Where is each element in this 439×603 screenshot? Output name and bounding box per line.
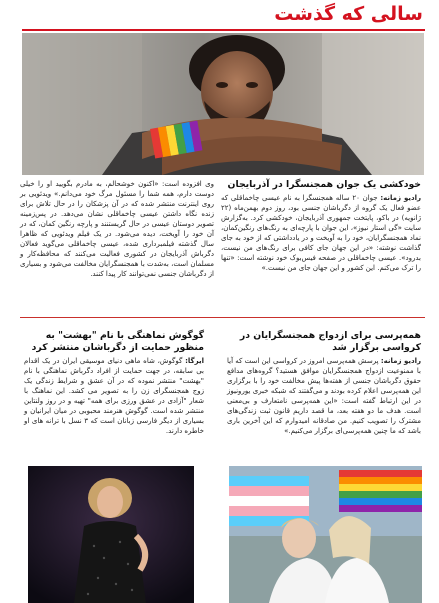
article-azerbaijan-continued	[20, 179, 214, 279]
article-title: گوگوش نماهنگی با نام "بهشت" به منظور حمایت از دگرباشان منتشر کرد	[31, 330, 204, 353]
page-title: سالی که گذشت	[274, 3, 423, 25]
article-body	[227, 356, 421, 436]
photo-singer-black-sequin-dress	[28, 466, 194, 603]
article-googoosh	[24, 330, 204, 436]
article-text: پرسش همه‌پرسی امروز در کرواسی این است که آیا با ممنوعیت ازدواج همجنسگرایان موافق هستید؟ گروه‌های مدافع حقوق دگرباشان جنسی از هفته‌ها پیش مخالفت خود را با برگزاری این همه‌پرسی اعلام کرده بودند و می‌گفتند که شبکه خبری یورونیوز در این ارتباط گفته است: «این همه‌پرسی نامتعارف و بی‌معنی است. هدف ما دو هفته بعد، ما قصد داریم قانون ثبت زندگی‌های مشترک را تصویب کنیم. من صادقانه امیدوارم که این آخرین باری باشد که ما چنین همه‌پرسی‌ای برگزار می‌کنیم.»	[227, 357, 421, 435]
article-body	[24, 356, 204, 436]
article-title: همه‌پرسی برای ازدواج همجنسگرایان در کرواسی برگزار شد	[239, 330, 421, 353]
article-text: وی افزوده است: «اکنون خوشحالم، به مادرم بگویید او را خیلی دوست دارم، همه شما را مسئول مرگ خود می‌دانم.» ویدئویی بر روی اینترنت منتشر شده که در آن پزشکان را در حال تلاش برای زنده نگاه داشتن عیسی چاخماقلی نشان می‌دهد. در پس‌زمینه تصویر دوستان عیسی در حال گریستنند و پارچه رنگین کمان، که در آن خود را آویخت، دیده می‌شود. در یک فیلم ویدئویی که ظاهرا سال گذشته فیلمبرداری شده، عیسی چاخماقلی می‌گوید فعالان دگرباش آذربایجان در کشوری فعالیت می‌کنند که محافظه‌کار و مسلمان است، به‌شدت با همجنسگرایان مخالفت می‌شود و بسیاری از دگرباشان جنسی نمی‌توانند کار پیدا کنند.	[20, 180, 214, 278]
section-divider	[20, 317, 425, 318]
article-body	[20, 179, 214, 279]
article-azerbaijan	[221, 179, 421, 273]
photo-young-man-rainbow-wristband	[22, 33, 424, 175]
photo-two-women-embracing-flags	[229, 466, 422, 603]
article-source: رادیو زمانه:	[380, 194, 422, 202]
article-source: رادیو زمانه:	[380, 357, 421, 365]
article-body	[221, 193, 421, 273]
article-text: گوگوش، شاه ماهی دنیای موسیقی ایران در یک اقدام بی سابقه، در جهت حمایت از افراد دگرباش نماهنگی با نام "بهشت" منتشر نموده که در آن عشق و شرایط زندگی یک زوج همجنسگرای زن را به تصویر می کشد. این نماهنگ با شعار "آزادی در عشق ورزی برای همه" تهیه و در روز ولنتاین منتشر شده است. گوگوش هنرمند محبوبی در میان ایرانیان و بسیاری از دیگر فارسی زبانان است که ۳ نسل با ترانه های او خاطره دارند.	[24, 357, 204, 435]
header-rule	[22, 29, 425, 31]
article-croatia	[227, 330, 421, 436]
article-title: خودکشی یک جوان همجنسگرا در آذربایجان	[227, 179, 421, 190]
article-source: ایرگا:	[185, 357, 204, 365]
article-text: جوان ۲۰ ساله همجنسگرا به نام عیسی چاخماقلی که عضو فعال یک گروه از دگرباشان جنسی بود، روز دوم بهمن‌ماه (۲۲ ژانویه) در باکو، پایتخت جمهوری آذربایجان، خودکشی کرد. به‌گزارش سایت «گی استار نیوز»، این جوان با پارچه‌ای به رنگ‌های رنگین‌کمان، نماد همجنسگرایان، خود را به آویخت و در یادداشتی که از خود به جای گذاشت نوشته: «در این جهان جای کافی برای رنگ‌های من نیست، بدرود». عیسی چاخماقلی در صفحه فیس‌بوک خود نوشته است: «تنها را ترک می‌کنم. این کشور و این جهان جای من نیست.»	[221, 194, 421, 272]
